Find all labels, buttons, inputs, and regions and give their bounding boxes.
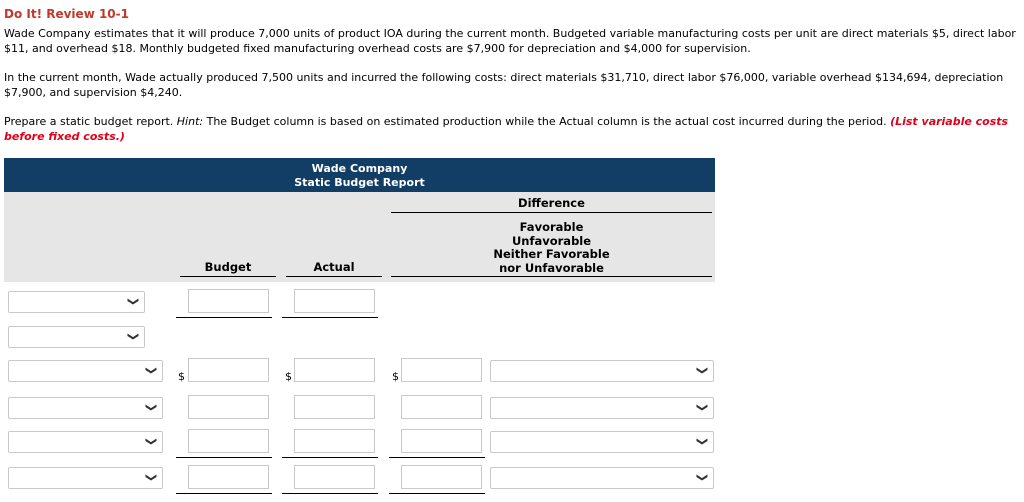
chevron-down-icon: ❯ — [144, 402, 158, 413]
currency-symbol: $ — [285, 370, 292, 383]
chevron-down-icon: ❯ — [144, 472, 158, 483]
report-name: Static Budget Report — [294, 175, 425, 189]
chevron-down-icon: ❯ — [695, 402, 709, 413]
column-header-band — [4, 192, 715, 282]
difference-subheader-rule — [391, 276, 712, 277]
budget-header-rule — [180, 276, 276, 277]
row-rule — [282, 457, 378, 458]
difference-options-header: Favorable Unfavorable Neither Favorable nor Unfavorable — [493, 220, 610, 275]
chevron-down-icon: ❯ — [126, 331, 140, 342]
chevron-down-icon: ❯ — [695, 436, 709, 447]
budget-input[interactable] — [188, 429, 269, 453]
row-rule — [282, 317, 378, 318]
actual-input[interactable] — [294, 465, 375, 489]
budget-input[interactable] — [188, 465, 269, 489]
difference-input[interactable] — [401, 465, 482, 489]
difference-input[interactable] — [401, 395, 482, 419]
page-title: Do It! Review 10-1 — [4, 7, 129, 21]
difference-type-select[interactable] — [490, 360, 714, 382]
hint-text: The Budget column is based on estimated production while the Actual column is the actual cost incurred during the period. — [203, 115, 891, 128]
difference-type-select[interactable] — [490, 431, 714, 453]
difference-column-header: Difference — [518, 196, 585, 210]
chevron-down-icon: ❯ — [144, 365, 158, 376]
actual-input[interactable] — [294, 395, 375, 419]
actual-input[interactable] — [294, 429, 375, 453]
row-rule — [282, 493, 378, 494]
chevron-down-icon: ❯ — [695, 472, 709, 483]
budget-input[interactable] — [188, 358, 269, 382]
hint-label: Hint: — [176, 115, 204, 128]
actual-input[interactable] — [294, 358, 375, 382]
instruction-lead: Prepare a static budget report. — [4, 115, 177, 128]
chevron-down-icon: ❯ — [144, 436, 158, 447]
row-rule — [389, 493, 485, 494]
line-item-select[interactable] — [8, 360, 163, 382]
line-item-select[interactable] — [8, 291, 145, 313]
row-rule — [389, 457, 485, 458]
line-item-select[interactable] — [8, 326, 145, 348]
actual-header-rule — [286, 276, 382, 277]
row-rule — [176, 457, 272, 458]
actual-input[interactable] — [294, 289, 375, 313]
difference-header-rule — [391, 212, 712, 213]
budget-input[interactable] — [188, 289, 269, 313]
problem-text-2: In the current month, Wade actually produced 7,500 units and incurred the following costs: direct materials $31,710, direct labor $76,000, variable overhead $134,694, depreciation $7,900, and supervision $4,240. — [4, 71, 1004, 99]
instructions-text — [4, 115, 1020, 144]
row-rule — [176, 317, 272, 318]
difference-input[interactable] — [401, 429, 482, 453]
currency-symbol: $ — [178, 370, 185, 383]
line-item-select[interactable] — [8, 431, 163, 453]
currency-symbol: $ — [392, 370, 399, 383]
difference-input[interactable] — [401, 358, 482, 382]
budget-input[interactable] — [188, 395, 269, 419]
budget-column-header: Budget — [204, 260, 252, 274]
report-header — [4, 158, 715, 192]
chevron-down-icon: ❯ — [695, 365, 709, 376]
line-item-select[interactable] — [8, 397, 163, 419]
line-item-select[interactable] — [8, 467, 163, 489]
row-rule — [176, 493, 272, 494]
chevron-down-icon: ❯ — [126, 296, 140, 307]
problem-text-1: Wade Company estimates that it will produce 7,000 units of product IOA during the current month. Budgeted variable manufacturing costs per unit are direct materials $5, direct labor $11, and overhead $18. Monthly budgeted fixed manufacturing overhead costs are $7,900 for depreciation and $4,000 for supervision. — [4, 27, 1016, 55]
company-name: Wade Company — [311, 162, 408, 175]
difference-type-select[interactable] — [490, 397, 714, 419]
actual-column-header: Actual — [313, 260, 355, 274]
difference-type-select[interactable] — [490, 467, 714, 489]
list-order-note: (List variable costs before fixed costs.) — [4, 115, 1009, 143]
